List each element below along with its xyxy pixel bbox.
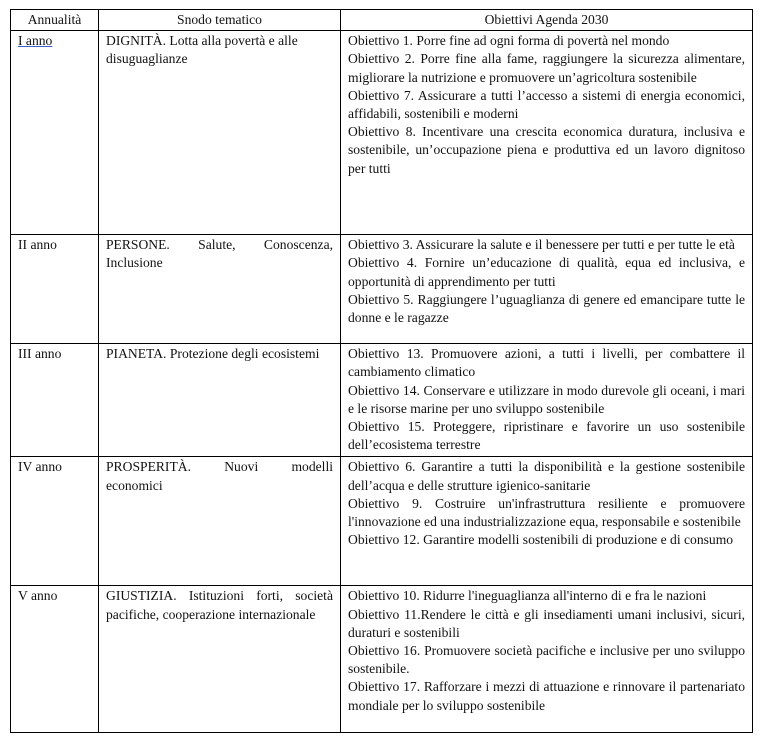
header-theme: Snodo tematico (99, 10, 341, 31)
theme-text: GIUSTIZIA. Istituzioni forti, società pacifiche, cooperazione internazionale (106, 588, 333, 622)
theme-text: PIANETA. Protezione degli ecosistemi (106, 346, 320, 362)
goal-item: Obiettivo 7. Assicurare a tutti l’accesso a sistemi di energia economici, affidabili, sostenibili e moderni (348, 87, 745, 122)
goals-cell (341, 586, 753, 733)
goal-item: Obiettivo 12. Garantire modelli sostenibili di produzione e di consumo (348, 532, 734, 548)
goal-item: Obiettivo 11.Rendere le città e gli insediamenti umani inclusivi, sicuri, duraturi e sostenibili (348, 606, 745, 640)
year-label: II anno (18, 237, 57, 253)
table-row (11, 31, 753, 235)
goal-item: Obiettivo 17. Rafforzare i mezzi di attuazione e rinnovare il partenariato mondiale per lo sviluppo sostenibile (348, 679, 745, 713)
goals-cell (341, 235, 753, 344)
theme-text: PROSPERITÀ. Nuovi modelli economici (106, 459, 333, 493)
agenda-2030-table (10, 9, 753, 733)
goal-item: Obiettivo 13. Promuovere azioni, a tutti i livelli, per combattere il cambiamento climatico (348, 346, 745, 380)
theme-cell (99, 344, 341, 457)
theme-text: DIGNITÀ. Lotta alla povertà e alle disuguaglianze (106, 33, 298, 67)
goal-item: Obiettivo 4. Fornire un’educazione di qualità, equa ed inclusiva, e opportunità di apprendimento per tutti (348, 255, 745, 289)
year-cell (11, 235, 99, 344)
year-cell (11, 457, 99, 586)
year-label: III anno (18, 346, 62, 362)
year-label: V anno (18, 588, 58, 604)
goal-item: Obiettivo 14. Conservare e utilizzare in modo durevole gli oceani, i mari e le risorse marine per uno sviluppo sostenibile (348, 382, 745, 416)
header-year: Annualità (11, 10, 99, 31)
table-header-row (11, 10, 753, 31)
theme-cell (99, 586, 341, 733)
table-row (11, 235, 753, 344)
goals-cell (341, 344, 753, 457)
goal-item: Obiettivo 6. Garantire a tutti la disponibilità e la gestione sostenibile dell’acqua e delle strutture igienico-sanitarie (348, 459, 745, 493)
table-row (11, 586, 753, 733)
goal-item: Obiettivo 1. Porre fine ad ogni forma di povertà nel mondo (348, 33, 670, 49)
table-row (11, 344, 753, 457)
year-label: IV anno (18, 459, 62, 475)
goal-item: Obiettivo 8. Incentivare una crescita economica duratura, inclusiva e sostenibile, un’occupazione piena e produttiva ed un lavoro dignitoso per tutti (348, 124, 745, 176)
goals-cell (341, 31, 753, 235)
goals-cell (341, 457, 753, 586)
theme-cell (99, 31, 341, 235)
year-label: I anno (18, 33, 53, 49)
year-cell (11, 31, 99, 235)
goal-item: Obiettivo 16. Promuovere società pacifiche e inclusive per uno sviluppo sostenibile. (348, 643, 745, 677)
goal-item: Obiettivo 10. Ridurre l'ineguaglianza all'interno di e fra le nazioni (348, 588, 707, 604)
goal-item: Obiettivo 9. Costruire un'infrastruttura resiliente e promuovere l'innovazione ed una industrializzazione equa, responsabile e sostenibile (348, 495, 745, 530)
goal-item: Obiettivo 15. Proteggere, ripristinare e favorire un uso sostenibile dell’ecosistema terrestre (348, 419, 745, 453)
goal-item: Obiettivo 2. Porre fine alla fame, raggiungere la sicurezza alimentare, migliorare la nutrizione e promuovere un’agricoltura sostenibile (348, 51, 745, 85)
goal-item: Obiettivo 5. Raggiungere l’uguaglianza di genere ed emancipare tutte le donne e le ragazze (348, 291, 745, 326)
theme-cell (99, 235, 341, 344)
theme-cell (99, 457, 341, 586)
year-cell (11, 586, 99, 733)
table-row (11, 457, 753, 586)
header-goals: Obiettivi Agenda 2030 (341, 10, 753, 31)
goal-item: Obiettivo 3. Assicurare la salute e il benessere per tutti e per tutte le età (348, 237, 735, 253)
theme-text: PERSONE. Salute, Conoscenza, Inclusione (106, 237, 333, 271)
year-cell (11, 344, 99, 457)
